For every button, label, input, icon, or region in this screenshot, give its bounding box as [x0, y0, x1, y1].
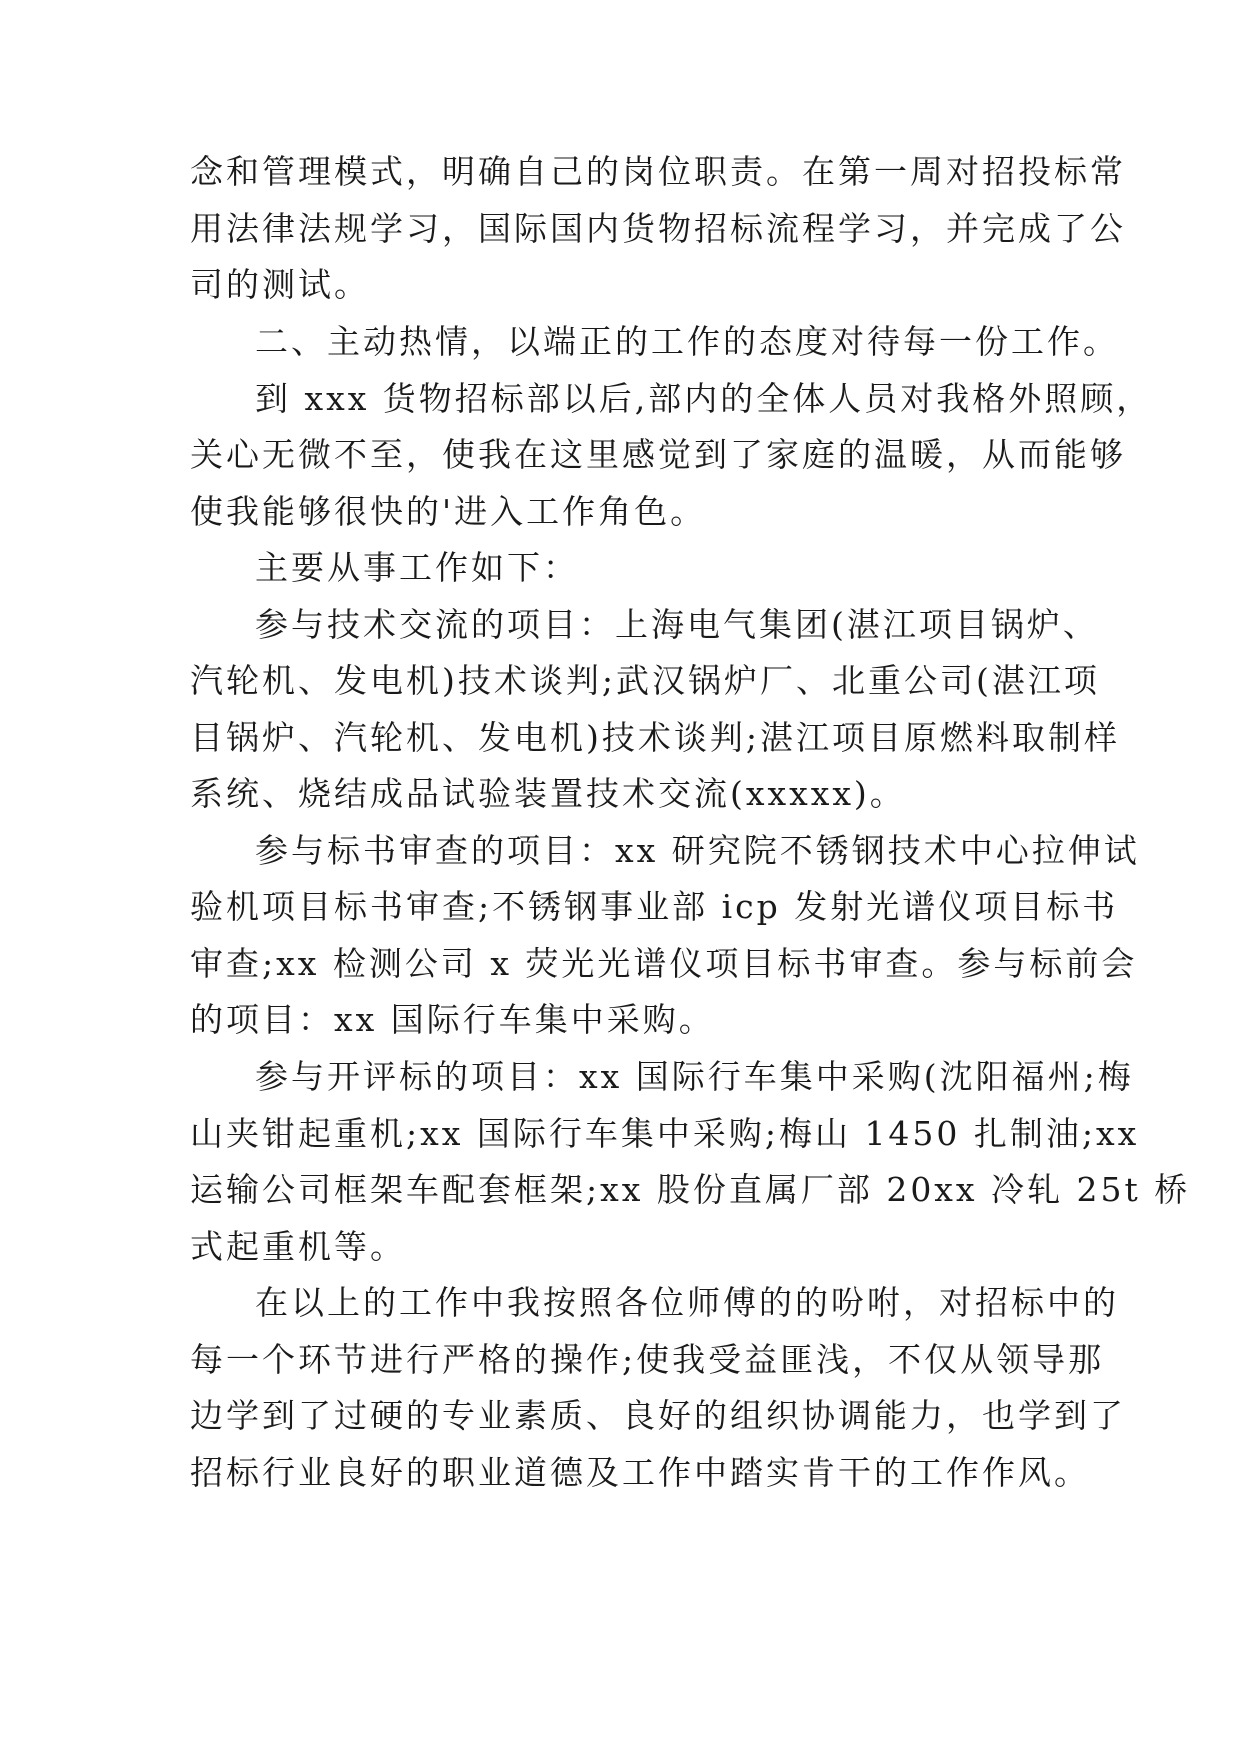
text-line: 边学到了过硬的专业素质、良好的组织协调能力，也学到了	[190, 1396, 1126, 1435]
text-line: 在以上的工作中我按照各位师傅的的吩咐，对招标中的	[255, 1283, 1119, 1322]
text-line: 主要从事工作如下：	[255, 548, 579, 587]
text-line: 山夹钳起重机;xx 国际行车集中采购;梅山 1450 扎制油;xx	[190, 1114, 1140, 1153]
text-line: 参与开评标的项目：xx 国际行车集中采购(沈阳福州;梅	[255, 1057, 1134, 1096]
text-line: 念和管理模式，明确自己的岗位职责。在第一周对招投标常	[190, 152, 1126, 191]
text-line: 用法律法规学习，国际国内货物招标流程学习，并完成了公	[190, 209, 1126, 248]
text-line: 运输公司框架车配套框架;xx 股份直属厂部 20xx 冷轧 25t 桥	[190, 1170, 1191, 1209]
text-line: 汽轮机、发电机)技术谈判;武汉锅炉厂、北重公司(湛江项	[190, 661, 1100, 700]
text-line: 关心无微不至，使我在这里感觉到了家庭的温暖，从而能够	[190, 435, 1126, 474]
text-line: 参与标书审查的项目：xx 研究院不锈钢技术中心拉伸试	[255, 831, 1140, 870]
text-line: 每一个环节进行严格的操作;使我受益匪浅，不仅从领导那	[190, 1340, 1105, 1379]
text-line: 的项目：xx 国际行车集中采购。	[190, 1000, 715, 1039]
text-line: 到 xxx 货物招标部以后,部内的全体人员对我格外照顾，	[255, 379, 1153, 418]
text-line: 式起重机等。	[190, 1227, 406, 1266]
text-line: 审查;xx 检测公司 x 荧光光谱仪项目标书审查。参与标前会	[190, 944, 1138, 983]
text-line: 验机项目标书审查;不锈钢事业部 icp 发射光谱仪项目标书	[190, 887, 1119, 926]
text-line: 目锅炉、汽轮机、发电机)技术谈判;湛江项目原燃料取制样	[190, 718, 1120, 757]
section-heading: 二、主动热情，以端正的工作的态度对待每一份工作。	[255, 322, 1119, 361]
text-line: 参与技术交流的项目：上海电气集团(湛江项目锅炉、	[255, 605, 1099, 644]
text-line: 司的测试。	[190, 265, 370, 304]
text-line: 招标行业良好的职业道德及工作中踏实肯干的工作作风。	[190, 1453, 1090, 1492]
text-line: 使我能够很快的'进入工作角色。	[190, 492, 707, 531]
text-line: 系统、烧结成品试验装置技术交流(xxxxx)。	[190, 774, 906, 813]
